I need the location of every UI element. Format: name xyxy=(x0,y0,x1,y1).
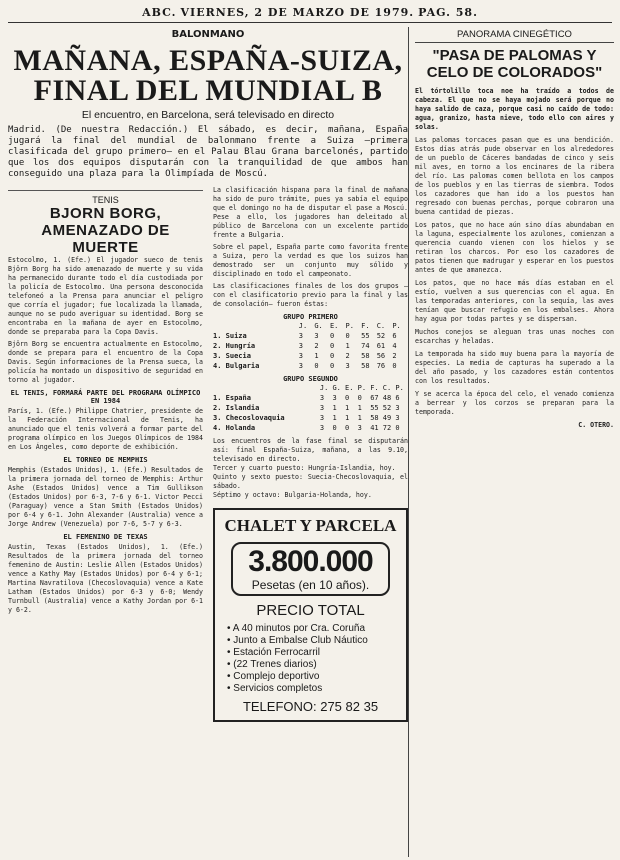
stat-cell: 0 xyxy=(392,362,397,370)
ad-price: 3.800.000 xyxy=(248,545,373,578)
table-row xyxy=(213,413,408,423)
stat-cell: 0 xyxy=(332,424,337,432)
stat-cell: 0 xyxy=(329,332,335,340)
table-row xyxy=(213,341,408,351)
column-header: E. xyxy=(329,322,339,330)
article-columns xyxy=(8,186,408,722)
olympic-section-title: EL TENIS, FORMARÁ PARTE DEL PROGRAMA OLÍMPICO EN 1984 xyxy=(10,389,201,405)
tennis-body-2: Björn Borg se encuentra actualmente en Estocolmo, donde se prepara para el encuentro de la Copa Davis. Según informaciones de la Prensa sueca, la policía ha montado un dispositivo de seguridad en torno al jugador. xyxy=(8,340,203,384)
hunting-headline: "PASA DE PALOMAS Y CELO DE COLORADOS" xyxy=(426,47,603,81)
column-header: C. xyxy=(382,384,392,392)
stat-cell: 67 xyxy=(370,394,379,402)
stat-cell: 58 xyxy=(361,362,370,370)
stat-cell: 3 xyxy=(395,414,400,422)
hunting-para-3: Los patos, que no hace más días estaban en el estío, vuelven a sus querencias con el agua. En las temporadas anteriores, con la sequía, las aves tenían que buscar refugio en los embalses. Ahora hay agua por todas partes y se dispersan. xyxy=(415,279,614,323)
stat-cell: 49 xyxy=(382,414,392,422)
stat-cell: 55 xyxy=(370,404,379,412)
right-section xyxy=(408,27,614,857)
stat-cell: 41 xyxy=(370,424,379,432)
stat-cell: 1 xyxy=(345,414,350,422)
group-one-table xyxy=(213,321,408,371)
stat-cell: 1 xyxy=(332,414,337,422)
group-two-header-row xyxy=(213,383,408,393)
issue-date: VIERNES, 2 DE MARZO DE 1979. xyxy=(180,6,415,19)
column-header: P. xyxy=(392,322,401,330)
ad-price-box xyxy=(231,542,390,596)
stat-cell: 52 xyxy=(382,404,392,412)
stat-cell: 6 xyxy=(395,394,400,402)
hunting-para-4: Muchos conejos se aleguan tras unas noches con escarchas y heladas. xyxy=(415,328,614,345)
column-header xyxy=(213,383,320,393)
divider xyxy=(8,190,203,191)
texas-section-title: EL FEMENINO DE TEXAS xyxy=(63,533,148,541)
team-name: 1. España xyxy=(213,394,251,402)
stat-cell: 74 xyxy=(361,342,370,350)
table-row xyxy=(213,393,408,403)
stat-cell: 3 xyxy=(298,352,303,360)
stat-cell: 2 xyxy=(345,352,350,360)
tennis-headline: BJORN BORG, AMENAZADO DE MUERTE xyxy=(41,205,170,256)
group-one-header-row xyxy=(213,321,408,331)
column-header: P. xyxy=(395,384,404,392)
stat-cell: 55 xyxy=(361,332,370,340)
left-section xyxy=(8,27,408,857)
ad-feature-item: • Estación Ferrocarril xyxy=(227,647,320,658)
handball-para-1: La clasificación hispana para la final de mañana ha sido de puro trámite, pues ya sabía el equipo que el domingo no ha de disputar el pase a Moscú. Pese a ello, los jugadores han deleitado al público de Barcelona con un excelente partido frente a Bulgaria. xyxy=(213,186,408,239)
ad-feature-list xyxy=(223,623,398,695)
stat-cell: 1 xyxy=(345,404,350,412)
stat-cell: 0 xyxy=(345,332,350,340)
hunting-signature: C. OTERO. xyxy=(578,421,614,429)
table-row xyxy=(213,423,408,433)
column-header: F. xyxy=(370,384,379,392)
stat-cell: 52 xyxy=(376,332,386,340)
handball-para-6: Quinto y sexto puesto: Suecia-Checoslovaquia, el sábado. xyxy=(213,473,408,490)
stat-cell: 72 xyxy=(382,424,392,432)
ad-feature-item: • Servicios completos xyxy=(227,683,323,694)
stat-cell: 1 xyxy=(332,404,337,412)
stat-cell: 0 xyxy=(314,362,319,370)
handball-para-7: Séptimo y octavo: Bulgaria-Holanda, hoy. xyxy=(213,491,372,499)
ad-price-sub: Pesetas (en 10 años). xyxy=(251,578,370,592)
team-name: 2. Hungría xyxy=(213,342,256,350)
stat-cell: 1 xyxy=(357,414,362,422)
main-deck: El encuentro, en Barcelona, será televisado en directo xyxy=(81,109,335,121)
hunting-kicker: PANORAMA CINEGÉTICO xyxy=(415,29,614,43)
stat-cell: 56 xyxy=(376,352,386,360)
tennis-kicker: TENIS xyxy=(92,195,119,205)
stat-cell: 3 xyxy=(319,404,325,412)
stat-cell: 3 xyxy=(314,332,319,340)
table-row xyxy=(213,403,408,413)
olympic-section-body: París, 1. (Efe.) Philippe Chatrier, presidente de la Federación Internacional de Tenis, ha anunciado que el tenis volverá a formar parte del programa olímpico en los Juegos Olímpicos de 1984 en Los Ángeles, como deporte de exhibición. xyxy=(8,407,203,451)
ad-feature-item: • A 40 minutos por Cra. Coruña xyxy=(227,623,366,634)
column-header: J. xyxy=(319,384,329,392)
stat-cell: 58 xyxy=(370,414,379,422)
handball-column xyxy=(213,186,408,722)
group-two-table xyxy=(213,383,408,433)
table-row xyxy=(213,351,408,361)
team-name: 3. Checoslovaquia xyxy=(213,414,285,422)
group-one-title: GRUPO PRIMERO xyxy=(283,313,338,321)
column-header xyxy=(213,321,299,331)
stat-cell: 3 xyxy=(357,424,362,432)
hunting-intro: El tórtolillo toca noe ha traído a todos de cabeza. El que no se haya mojado será porque no haya salido de caza, porque casi no caído de todo: agua, granizo, hasta nieve, todo ello con aires y solas. xyxy=(415,87,614,131)
stat-cell: 48 xyxy=(382,394,392,402)
stat-cell: 0 xyxy=(329,362,335,370)
handball-para-4: Los encuentros de la fase final se disputarán así: final España-Suiza, mañana, a las 9.10, televisado en directo. xyxy=(213,437,408,463)
stat-cell: 3 xyxy=(298,362,303,370)
handball-para-2: Sobre el papel, España parte como favorita frente a Suiza, pero la verdad es que los suizos han demostrado ser un conjunto muy sólido y disciplinado en todo el campeonato. xyxy=(213,243,408,278)
ad-total-label: PRECIO TOTAL xyxy=(256,602,365,619)
memphis-section-title: EL TORNEO DE MEMPHIS xyxy=(63,456,148,464)
ad-feature-item: • Complejo deportivo xyxy=(227,671,320,682)
column-header: G. xyxy=(314,322,323,330)
team-name: 2. Islandia xyxy=(213,404,260,412)
handball-para-5: Tercer y cuarto puesto: Hungría-Islandia, hoy. xyxy=(213,464,396,472)
main-headline: MAÑANA, ESPAÑA-SUIZA, FINAL DEL MUNDIAL B xyxy=(13,44,403,107)
column-header: F. xyxy=(361,322,370,330)
main-lead: Madrid. (De nuestra Redacción.) El sábado, es decir, mañana, España jugará la final del mundial de balonmano frente a Suiza —primera clasificada del grupo primero— en el Palau Blau Grana barcelonés, partido que los dos equipos disputarán con la tranquilidad de que ambos han conseguido una plaza para la Olimpíada de Moscú. xyxy=(8,125,408,179)
table-row xyxy=(213,361,408,371)
table-row xyxy=(213,331,408,341)
page-number: PAG. 58. xyxy=(418,6,478,19)
tennis-column xyxy=(8,186,203,722)
stat-cell: 3 xyxy=(345,362,350,370)
stat-cell: 3 xyxy=(332,394,337,402)
hunting-para-6: Y se acerca la época del celo, el venado comienza a berrear y los corzos se preparan para la temporada. xyxy=(415,390,614,416)
stat-cell: 0 xyxy=(345,394,350,402)
stat-cell: 0 xyxy=(329,352,335,360)
column-header: P. xyxy=(345,322,354,330)
stat-cell: 3 xyxy=(298,332,303,340)
header-rule xyxy=(8,22,612,23)
paper-name: ABC. xyxy=(142,6,177,19)
column-header: C. xyxy=(376,322,386,330)
ad-feature-item: • (22 Trenes diarios) xyxy=(227,659,317,670)
team-name: 1. Suiza xyxy=(213,332,247,340)
stat-cell: 2 xyxy=(392,352,397,360)
hunting-para-5: La temporada ha sido muy buena para la mayoría de especies. La media de capturas ha superado a la del año pasado, y los cazadores están contentos con los resultados. xyxy=(415,350,614,385)
tennis-body-1: Estocolmo, 1. (Efe.) El jugador sueco de tenis Björn Borg ha sido amenazado de muerte y su vida ha permanecido durante todo el día custodiada por la policía de Estocolmo. Una persona desconocida telefoneó a la Prensa para anunciar el peligro que corría el jugador; fue localizada la llamada, aunque no se pudo averiguar su identidad. Borg se encontraba en la mañana de ayer en Estocolmo, donde se preparaba para la Copa Davis. xyxy=(8,256,203,336)
stat-cell: 3 xyxy=(395,404,400,412)
stat-cell: 1 xyxy=(357,404,362,412)
stat-cell: 61 xyxy=(376,342,386,350)
memphis-section-body: Memphis (Estados Unidos), 1. (Efe.) Resultados de la primera jornada del torneo de Memphis: Arthur Ashe (Estados Unidos) vence a Tim Gullikson (Estados Unidos) por 6-3, 7-6 y 6-1. Victor Pecci (Paraguay) vence a Stan Smith (Estados Unidos) por 6-4 y 6-1. John Alexander (Australia) vence a Jorge Andrew (Venezuela) por 7-6, 5-7 y 6-3. xyxy=(8,466,203,528)
hunting-para-2: Los patos, que no hace aún sino días abundaban en la laguna, especialmente los azulones, comienzan a querencia cuando vienen con los hielos y se retiran los charcos. Por eso los cazadores de patos tienen que madrugar y esperar en los puestos antes de que amanezca. xyxy=(415,221,614,274)
team-name: 3. Suecia xyxy=(213,352,251,360)
ad-feature-item: • Junto a Embalse Club Náutico xyxy=(227,635,368,646)
stat-cell: 6 xyxy=(392,332,397,340)
column-header: G. xyxy=(332,384,341,392)
stat-cell: 2 xyxy=(314,342,319,350)
stat-cell: 0 xyxy=(345,424,350,432)
stat-cell: 3 xyxy=(319,394,325,402)
column-header: P. xyxy=(357,384,367,392)
stat-cell: 58 xyxy=(361,352,370,360)
stat-cell: 4 xyxy=(392,342,397,350)
stat-cell: 3 xyxy=(319,424,325,432)
ad-telephone: TELEFONO: 275 82 35 xyxy=(242,699,379,714)
hunting-para-1: Las palomas torcaces pasan que es una bendición. Estos días atrás pude observar en los alrededores de un pueblo de Cáceres bandadas de cinco y seis mil aves, en torno a los encinares de la ribera del río. Las palomas comen bellota en los campos de los pueblos y en las tierras de siembra. Todos los cazadores que han ido a los puestos han regresado con buenas perchas, porque cobraron una buena cantidad de piezas. xyxy=(415,136,614,216)
team-name: 4. Bulgaria xyxy=(213,362,260,370)
stat-cell: 0 xyxy=(395,424,400,432)
stat-cell: 76 xyxy=(376,362,386,370)
texas-section-body: Austin, Texas (Estados Unidos), 1. (Efe.) Resultados de la primera jornada del torneo femenino de Austin: Leslie Allen (Estados Unidos) vence a Kathy May (Estados Unidos) por 6-4 y 6-1; Martina Navratilova (Checoslovaquia) vence a Kate Latham (Estados Unidos) por 6-3 y 6-0; Wendy Turnbull (Australia) vence a Kathy Jordan por 6-1 y 6-2. xyxy=(8,543,203,614)
stat-cell: 0 xyxy=(357,394,362,402)
column-header: E. xyxy=(345,384,354,392)
stat-cell: 3 xyxy=(298,342,303,350)
stat-cell: 1 xyxy=(314,352,319,360)
stat-cell: 0 xyxy=(329,342,335,350)
group-two-title: GRUPO SEGUNDO xyxy=(283,375,338,383)
stat-cell: 3 xyxy=(319,414,325,422)
team-name: 4. Holanda xyxy=(213,424,256,432)
ad-title: CHALET Y PARCELA xyxy=(224,516,397,535)
handball-para-3: Las clasificaciones finales de los dos grupos —con el clasificatorio previo para la final y las de consolación— fueron éstas: xyxy=(213,282,408,308)
handball-kicker: BALONMANO xyxy=(171,29,245,40)
stat-cell: 1 xyxy=(345,342,350,350)
column-header: J. xyxy=(298,322,308,330)
real-estate-ad xyxy=(213,508,408,722)
